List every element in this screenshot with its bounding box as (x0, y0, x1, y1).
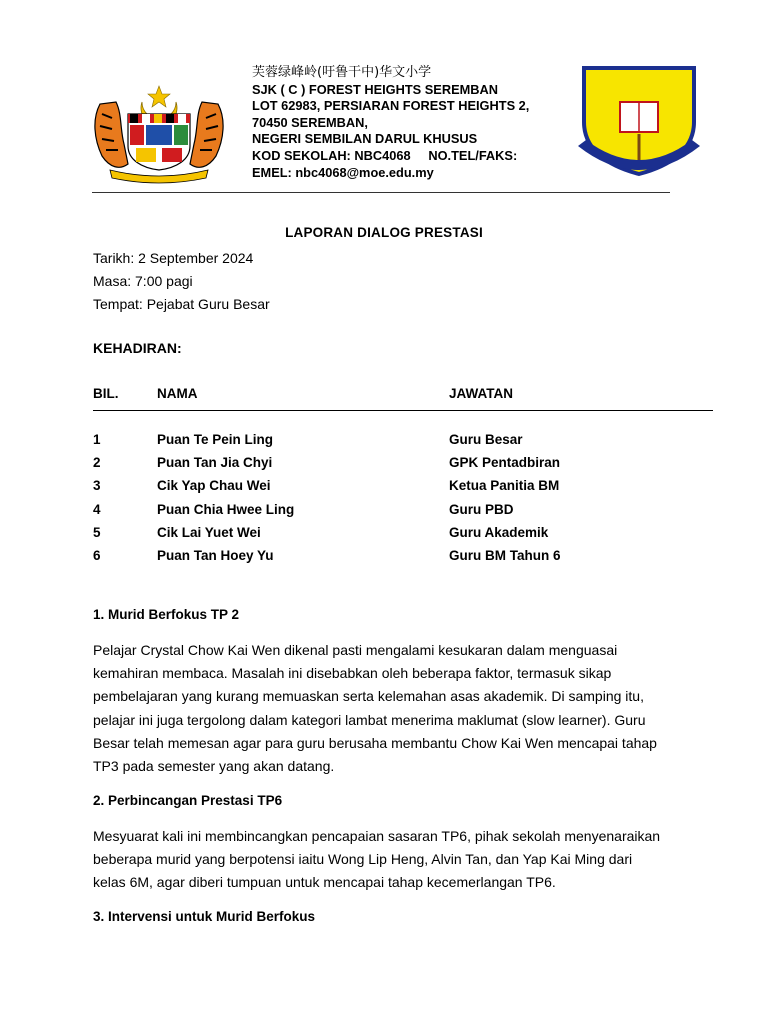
row-nama: Cik Yap Chau Wei (157, 478, 271, 494)
row-jawatan: Guru BM Tahun 6 (449, 547, 561, 563)
section-paragraph-1 (93, 639, 683, 778)
table-row (93, 502, 713, 525)
row-bil: 5 (93, 524, 101, 540)
row-nama: Puan Te Pein Ling (157, 432, 274, 447)
table-row (93, 478, 713, 501)
attendance-table-body (93, 432, 713, 571)
paragraph-line: Besar telah memesan agar para guru berusaha membantu Chow Kai Wen mencapai tahap (93, 734, 657, 751)
address-line-3: NEGERI SEMBILAN DARUL KHUSUS (252, 131, 478, 147)
report-place: Tempat: Pejabat Guru Besar (93, 296, 270, 313)
section-heading-3: 3. Intervensi untuk Murid Berfokus (93, 909, 316, 924)
table-row (93, 548, 713, 571)
row-nama: Puan Chia Hwee Ling (157, 501, 295, 517)
column-header-jawatan: JAWATAN (449, 386, 513, 401)
paragraph-line: kemahiran membaca. Masalah ini disebabkan oleh beberapa faktor, termasuk sikap (93, 665, 612, 682)
row-jawatan: GPK Pentadbiran (449, 455, 561, 471)
row-bil: 2 (93, 455, 101, 471)
letterhead (252, 65, 572, 181)
paragraph-line: Pelajar Crystal Chow Kai Wen dikenal pasti mengalami kesukaran dalam menguasai (93, 642, 618, 658)
row-jawatan: Guru Akademik (449, 524, 549, 540)
attendance-table-header (93, 386, 713, 411)
table-row (93, 525, 713, 548)
section-heading-1: 1. Murid Berfokus TP 2 (93, 607, 240, 622)
report-title: LAPORAN DIALOG PRESTASI (285, 225, 483, 240)
section-paragraph-2 (93, 825, 683, 895)
paragraph-line: pelajar ini juga tergolong dalam kategori lambat menerima maklumat (slow learner). Guru (93, 711, 646, 728)
row-jawatan: Ketua Panitia BM (449, 478, 560, 494)
school-name: SJK ( C ) FOREST HEIGHTS SEREMBAN (252, 81, 499, 97)
address-line-1: LOT 62983, PERSIARAN FOREST HEIGHTS 2, (252, 98, 530, 114)
table-row (93, 455, 713, 478)
coat-of-arms-emblem (90, 84, 228, 184)
column-header-bil: BIL. (93, 386, 119, 401)
column-header-nama: NAMA (157, 386, 198, 401)
row-bil: 6 (93, 547, 101, 563)
paragraph-line: kelas 6M, agar diberi tumpuan untuk mencapai tahap kecemerlangan TP6. (93, 874, 556, 891)
row-bil: 3 (93, 478, 101, 494)
section-heading-2: 2. Perbincangan Prestasi TP6 (93, 793, 283, 808)
paragraph-line: beberapa murid yang berpotensi iaitu Wong Lip Heng, Alvin Tan, dan Yap Kai Ming dari (93, 851, 633, 868)
row-bil: 1 (93, 432, 101, 447)
school-code-phone: KOD SEKOLAH: NBC4068 NO.TEL/FAKS: (252, 147, 518, 163)
report-meta (93, 247, 270, 317)
report-time: Masa: 7:00 pagi (93, 273, 193, 290)
row-jawatan: Guru Besar (449, 432, 523, 447)
paragraph-line: Mesyuarat kali ini membincangkan pencapaian sasaran TP6, pihak sekolah menyenaraikan (93, 828, 661, 844)
letterhead-divider (92, 192, 670, 193)
paragraph-line: pembelajaran yang kurang memuaskan serta kelemahan asas akademik. Di samping itu, (93, 688, 644, 705)
school-logo (574, 62, 704, 182)
address-line-2: 70450 SEREMBAN, (252, 114, 368, 130)
report-date: Tarikh: 2 September 2024 (93, 250, 254, 266)
school-chinese-name: 芙蓉绿峰岭(吁鲁干中)华文小学 (252, 65, 432, 80)
attendance-heading: KEHADIRAN: (93, 340, 182, 356)
row-nama: Puan Tan Jia Chyi (157, 455, 273, 471)
row-nama: Cik Lai Yuet Wei (157, 524, 261, 540)
row-bil: 4 (93, 501, 101, 517)
paragraph-line: TP3 pada semester yang akan datang. (93, 758, 335, 775)
school-email: EMEL: nbc4068@moe.edu.my (252, 164, 434, 180)
row-nama: Puan Tan Hoey Yu (157, 547, 274, 563)
table-row (93, 432, 713, 455)
row-jawatan: Guru PBD (449, 501, 514, 517)
